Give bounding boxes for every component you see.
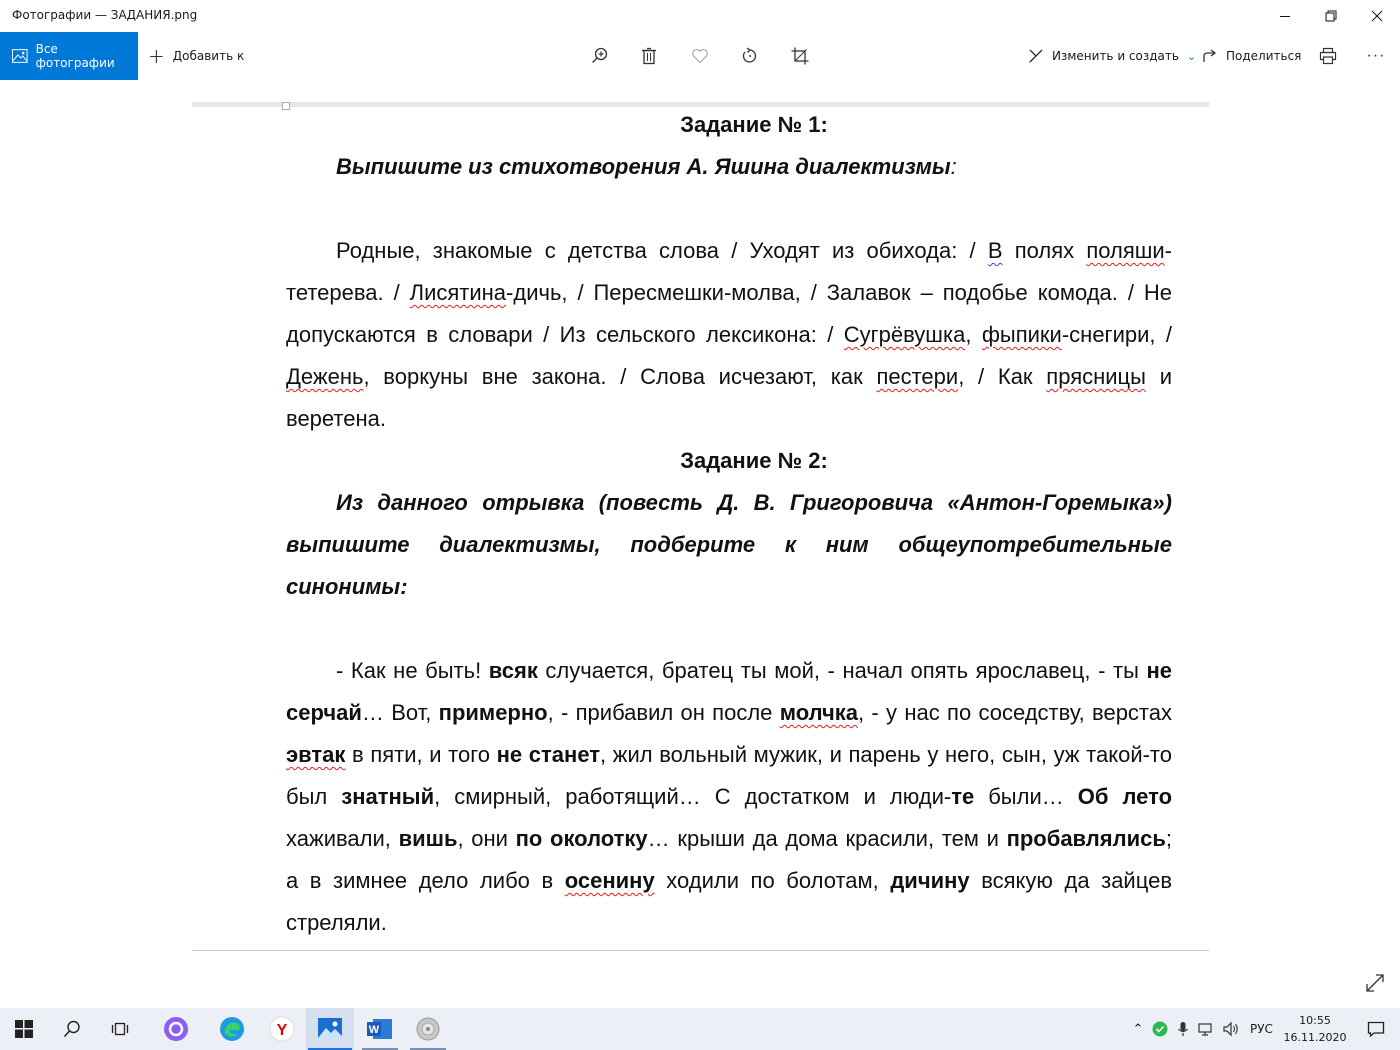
- excerpt-paragraph: - Как не быть! всяк случается, братец ты мой, - начал опять ярославец, - ты не серчай… Вот, примерно, - прибавил он после молчка, - у нас по соседству, верстах эвтак в пяти, и того не станет, жил вольный мужик, и парень у него, сын, уж такой-то был знатный, смирный, работящий… С достатком и люди-те были… Об лето хаживали, вишь, они по околотку… крыши да дома красили, тем и пробавлялись; а в зимнее дело либо в осенину ходили по болотам, дичину всякую да зайцев стреляли.: [286, 658, 1173, 935]
- rotate-button[interactable]: [738, 44, 762, 68]
- clock[interactable]: [1280, 1012, 1350, 1046]
- taskbar: [0, 1008, 1400, 1050]
- crop-button[interactable]: [788, 44, 812, 68]
- all-photos-label: Все фотографии: [35, 42, 115, 70]
- expand-icon: [1364, 972, 1386, 994]
- crop-icon: [791, 47, 809, 65]
- svg-text:Y: Y: [276, 1022, 288, 1039]
- plus-icon: +: [148, 44, 165, 68]
- add-to-label: Добавить к: [172, 49, 245, 63]
- share-icon: [1202, 48, 1218, 64]
- rotate-icon: [741, 47, 759, 65]
- taskbar-edge[interactable]: [208, 1008, 256, 1050]
- task1-instruction: Выпишите из стихотворения А. Яшина диалектизмы:: [336, 154, 957, 179]
- title-bar: [0, 0, 1400, 32]
- share-label: Поделиться: [1226, 49, 1302, 63]
- edit-create-label: Изменить и создать: [1052, 49, 1179, 63]
- task-view-icon: [111, 1020, 129, 1038]
- taskbar-alice[interactable]: [152, 1008, 200, 1050]
- taskbar-word[interactable]: [356, 1008, 404, 1050]
- taskbar-yandex[interactable]: [258, 1008, 306, 1050]
- fullscreen-button[interactable]: [1364, 972, 1386, 994]
- edit-icon: [1028, 48, 1044, 64]
- security-check-icon[interactable]: [1152, 1021, 1168, 1037]
- more-options-button[interactable]: [1364, 44, 1388, 68]
- search-icon: [63, 1020, 81, 1038]
- notifications-button[interactable]: [1352, 1008, 1400, 1050]
- all-photos-button[interactable]: [0, 32, 138, 80]
- print-button[interactable]: [1316, 44, 1340, 68]
- task2-instruction: Из данного отрывка (повесть Д. В. Григоровича «Антон-Горемыка») выпишите диалектизмы, подберите к ним общеупотребительные синонимы:: [286, 490, 1172, 599]
- chevron-up-icon[interactable]: ⌃: [1132, 1021, 1144, 1037]
- zoom-button[interactable]: [588, 44, 612, 68]
- heart-icon: [691, 47, 709, 65]
- image-viewer[interactable]: [0, 80, 1400, 1008]
- task2-title: Задание № 2:: [680, 448, 828, 473]
- chevron-down-icon: ⌄: [1186, 49, 1197, 63]
- share-button[interactable]: [1202, 32, 1301, 80]
- ellipsis-icon: ···: [1366, 47, 1386, 64]
- add-to-button[interactable]: [148, 32, 244, 80]
- volume-icon[interactable]: [1222, 1021, 1240, 1037]
- disc-player-icon: [415, 1016, 441, 1042]
- poem-paragraph: Родные, знакомые с детства слова / Уходят из обихода: / В полях поляши-тетерева. / Лисятина-дичь, / Пересмешки-молва, / Залавок – подобье комода. / Не допускаются в словари / Из сельского лексикона: / Сугрёвушка, фыпики-снегири, / Дежень, воркуны вне закона. / Слова исчезают, как пестери, / Как прясницы и веретена.: [286, 238, 1172, 431]
- system-tray: [1128, 1008, 1273, 1050]
- restore-button[interactable]: [1308, 0, 1354, 32]
- edge-browser-icon: [219, 1016, 245, 1042]
- favorite-button[interactable]: [688, 44, 712, 68]
- restore-icon: [1325, 10, 1337, 22]
- microphone-icon[interactable]: [1176, 1021, 1190, 1037]
- clock-date: 16.11.2020: [1283, 1031, 1347, 1044]
- app-toolbar: [0, 32, 1400, 80]
- printer-icon: [1319, 47, 1337, 65]
- close-icon: [1371, 10, 1383, 22]
- task-view-button[interactable]: [96, 1008, 144, 1050]
- photos-icon: [12, 49, 28, 63]
- trash-icon: [640, 47, 658, 65]
- svg-text:W: W: [368, 1024, 380, 1036]
- yandex-browser-icon: [269, 1016, 295, 1042]
- search-button[interactable]: [48, 1008, 96, 1050]
- taskbar-photos[interactable]: [306, 1008, 354, 1050]
- photos-app-icon: [318, 1018, 342, 1040]
- minimize-icon: [1279, 10, 1291, 22]
- word-app-icon: [367, 1017, 393, 1041]
- language-indicator[interactable]: РУС: [1250, 1022, 1273, 1036]
- window-title: Фотографии — ЗАДАНИЯ.png: [12, 8, 198, 22]
- edit-create-button[interactable]: [1028, 32, 1196, 80]
- clock-time: 10:55: [1299, 1014, 1331, 1027]
- notification-icon: [1367, 1020, 1385, 1038]
- start-button[interactable]: [0, 1008, 48, 1050]
- task1-title: Задание № 1:: [680, 112, 828, 137]
- document-content: [286, 104, 1172, 944]
- page-edge-bottom: [192, 950, 1209, 951]
- network-icon[interactable]: [1198, 1021, 1214, 1037]
- close-button[interactable]: [1354, 0, 1400, 32]
- taskbar-media-player[interactable]: [404, 1008, 452, 1050]
- delete-button[interactable]: [637, 44, 661, 68]
- zoom-in-icon: [591, 47, 609, 65]
- minimize-button[interactable]: [1262, 0, 1308, 32]
- alice-assistant-icon: [163, 1016, 189, 1042]
- windows-logo-icon: [15, 1020, 33, 1038]
